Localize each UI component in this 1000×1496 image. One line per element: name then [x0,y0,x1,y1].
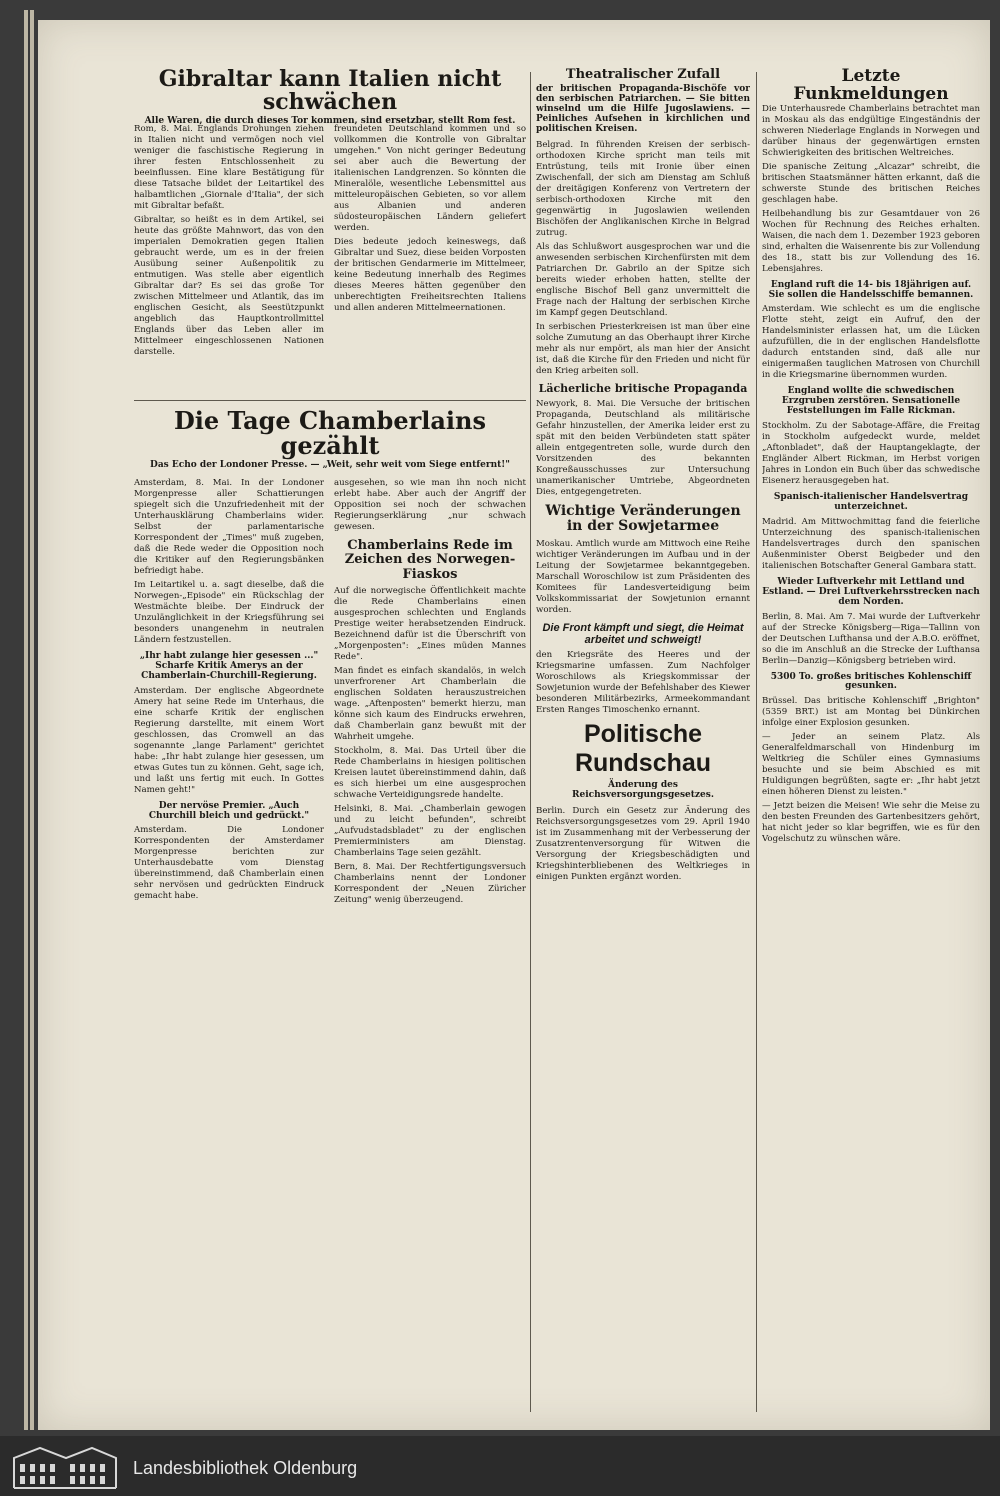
headline-luftverkehr: Wieder Luftverkehr mit Lettland und Estland. — Drei Luftverkehrsstrecken nach dem Norden. [762,576,980,607]
headline-handelsvertrag: Spanisch-italienischer Handelsvertrag unterzeichnet. [773,492,969,513]
paragraph: Helsinki, 8. Mai. „Chamberlain gewogen und zu leicht befunden", schreibt „Aufvudstadsbladet" zu der englischen Premierministers am Dienstag. Chamberlains Tage seien gezählt. [334,803,526,858]
paragraph: In serbischen Priesterkreisen ist man über eine solche Zumutung an das Oberhaupt ihrer Kirche mehr als nur empört, als man hier der Ansicht ist, daß die Kirche für den Frieden und nicht für den Krieg arbeiten soll. [536,321,750,376]
column-4 [762,68,980,1413]
paragraph: Als das Schlußwort ausgesprochen war und die anwesenden serbischen Kirchenfürsten mit dem Patriarchen Dr. Gabrilo an der Spitze sich bereits wieder erhoben hatten, stellte der englische Bischof Bell ganz unvermittelt die Frage nach der Haltung der serbischen Kirche im Kampf gegen Deutschland. [536,241,750,318]
paragraph: Amsterdam, 8. Mai. In der Londoner Morgenpresse aller Schattierungen spiegelt sich die Unzufriedenheit mit der Unterhausklärung Chamberlains wider. Selbst der parlamentarische Korrespondent der „Times" muß zugeben, daß die Rede weder die Opposition noch die Kritiker auf den Regierungsbänken befriedigt habe. [134,478,324,576]
column-rule [530,72,531,1412]
paragraph: Die spanische Zeitung „Alcazar" schreibt, die britischen Staatsmänner hätten erkannt, daß die schwerste Stunde des britischen Reiches geschlagen habe. [762,161,980,205]
paragraph: Auf die norwegische Öffentlichkeit machte die Rede Chamberlains einen ausgesprochen schlechten und Englands Prestige weiter herabsetzenden Eindruck. Bezeichnend dafür ist die Überschrift von „Morgenposten": „Eines müden Mannes Rede". [334,585,526,662]
article-chamberlain-col2 [334,478,526,1413]
paragraph: Gibraltar, so heißt es in dem Artikel, sei heute das größte Mahnwort, das von den imperialen Demokratien gegen Italien gebraucht werde, um es in der freien Ausübung seiner Außenpolitik zu entmutigen. Was stelle aber eigentlich Gibraltar dar? Es sei das große Tor zwischen Mittelmeer und Atlantik, das im englischen Gesicht, als Seestützpunkt angeblich das Hauptkontrollmittel Englands über das Leben aller im Mittelmeer eingeschlossenen Nationen darstelle. [134,215,324,357]
column-rule [756,72,757,1412]
article-gibraltar [134,68,526,132]
paragraph: Berlin. Durch ein Gesetz zur Änderung des Reichsversorgungsgesetzes vom 29. April 1940 ist im Zusammenhang mit der Verbesserung der Zusatzrentenversorgung für Witwen die Versorgung der Kriegsbeschädigten und Kriegshinterbliebenen des Weltkrieges in einigen Punkten ergänzt worden. [536,805,750,882]
paragraph: Moskau. Amtlich wurde am Mittwoch eine Reihe wichtiger Veränderungen im Aufbau und in der Leitung der Sowjetarmee bekanntgegeben. Marschall Woroschilow ist zum Präsidenten des Komitees für Landesverteidigung beim Volkskommissariat der Sowjetunion ernannt worden. [536,538,750,615]
paragraph: Bern, 8. Mai. Der Rechtfertigungsversuch Chamberlains nennt der Londoner Korrespondent der „Neuen Züricher Zeitung" wenig überzeugend. [334,861,526,905]
paragraph: Dies bedeute jedoch keineswegs, daß Gibraltar und Suez, diese beiden Vorposten der britischen Gendarmerie im Mittelmeer, keine Bedeutung innerhalb des Regimes dieses Meeres hätten gegenüber den unberechtigten Freiheitsrechten Italiens und allen anderen Mittelmeernationen. [334,237,526,313]
section-rule [134,400,526,401]
headline-gibraltar: Gibraltar kann Italien nicht schwächen [158,68,502,116]
headline-theater: Theatralischer Zufall [565,68,721,82]
paragraph: Man findet es einfach skandalös, in welch unverfrorener Art Chamberlain die englischen Soldaten herauszustreichen wage. „Aftenposten" bemerkt hierzu, man könne sich kaum des Eindrucks erwehren, daß Chamberlain ganz bewußt mit der Wahrheit umgehe. [334,665,526,742]
subheadline-rundschau: Änderung des Reichsversorgungsgesetzes. [572,779,714,800]
article-chamberlain [134,408,526,476]
paragraph: Brüssel. Das britische Kohlenschiff „Brighton" (5359 BRT.) ist am Montag bei Dünkirchen infolge einer Explosion gesunken. [762,696,980,729]
subheadline-theater: der britischen Propaganda-Bischöfe vor den serbischen Patriarchen. — Sie bitten winselnd um die Hilfe Jugoslawiens. — Peinliches Aufsehen in kirchlichen und politischen Kreisen. [536,83,750,134]
newspaper-page [38,20,990,1430]
paragraph: Madrid. Am Mittwochmittag fand die feierliche Unterzeichnung des spanisch-italienischen Handelsvertrages durch den spanischen Außenminister Oberst Beigbeder und den italienischen Botschafter General Gambara statt. [762,516,980,571]
paragraph: Heilbehandlung bis zur Gesamtdauer von 26 Wochen für Rechnung des Reiches erhalten. Waisen, die nach dem 1. Dezember 1923 geboren sind, erhalten die Waisenrente bis zur Vollendung des 18., statt bis zur Vollendung des 16. Lebensjahres. [762,208,980,274]
subheadline-chamberlain: Das Echo der Londoner Presse. — „Weit, sehr weit vom Siege entfernt!" [150,460,510,471]
headline-sowjetarmee: Wichtige Veränderungen in der Sowjetarmee [545,502,741,535]
headline-kohlenschiff: 5300 To. großes britisches Kohlenschiff gesunken. [770,671,972,692]
headline-funkmeldungen: Letzte Funkmeldungen [793,68,949,104]
paragraph: — Jeder an seinem Platz. Als Generalfeldmarschall von Hindenburg im Weltkrieg die Schüler eines Gymnasiums besuchte und sie beim Abschied es mit Huldigungen begrüßten, sagte er: „Ihr habt jetzt einen höheren Dienst zu leisten." [762,732,980,798]
headline-england-ruft: England ruft die 14- bis 18jährigen auf. Sie sollen die Handelsschiffe bemannen. [768,279,974,300]
paragraph: — Jetzt beizen die Meisen! Wie sehr die Meise zu den besten Freunden des Gartenbesitzers gehört, hat nicht jeder so klar begriffen, wie es für den Vogelschutz zu wünschen wäre. [762,801,980,845]
paragraph: ausgesehen, so wie man ihn noch nicht erlebt habe. Aber auch der Angriff der Opposition sei noch der schwachen Regierungserklärung „nur schwach gewesen. [334,478,526,532]
headline-norwegen: Chamberlains Rede im Zeichen des Norwegen-Fiaskos [344,538,516,582]
paragraph: Im Leitartikel u. a. sagt dieselbe, daß die Norwegen-„Episode" ein Rückschlag der Westmächte bleibe. Der Eindruck der Unzulänglichkeit in der Kriegsführung sei besonders unangenehm in neutralen Ländern festzustellen. [134,580,324,645]
headline-politische-rundschau: Politische Rundschau [574,719,712,777]
paragraph: Berlin, 8. Mai. Am 7. Mai wurde der Luftverkehr auf der Strecke Königsberg—Riga—Tallinn von der Deutschen Lufthansa und der A.B.O. eröffnet, so die im Anschluß an die Strecke der Lufthansa Berlin—Danzig—Königsberg betrieben wird. [762,611,980,666]
headline-front: Die Front kämpft und siegt, die Heimat arbeitet und schweigt! [542,621,744,646]
article-chamberlain-col1 [134,478,324,1413]
subheadline-gibraltar: Alle Waren, die durch dieses Tor kommen, sind ersetzbar, stellt Rom fest. [144,116,516,127]
page-edge-stack [30,10,34,1430]
page-edge-stack [24,10,28,1430]
library-building-icon [10,1444,120,1490]
headline-chamberlain: Die Tage Chamberlains gezählt [173,408,486,461]
paragraph: Rom, 8. Mai. Englands Drohungen ziehen in Italien nicht und vermögen noch viel weniger die faschistische Regierung in ihrer festen Entschlossenheit zu beeinflussen. Eine klare Bestätigung für diese Tatsache bildet der Leitartikel des halbamtlichen „Giornale d'Italia", der sich mit Gibraltar befaßt. [134,124,324,211]
headline-erzgruben: England wollte die schwedischen Erzgruben zerstören. Sensationelle Feststellungen im Falle Rickman. [781,386,961,417]
library-name: Landesbibliothek Oldenburg [133,1458,358,1478]
paragraph: Stockholm, 8. Mai. Das Urteil über die Rede Chamberlains in hiesigen politischen Kreisen lautet übereinstimmend dahin, daß es sich hierbei um eine ausgesprochen schwache Verteidigungsrede handelte. [334,745,526,800]
headline-propaganda: Lächerliche britische Propaganda [538,381,748,395]
subheadline-premier: Der nervöse Premier. „Auch Churchill bleich und gedrückt." [148,800,310,821]
column-3 [536,68,750,1413]
article-gibraltar-col2 [334,124,526,396]
paragraph: den Kriegsräte des Heeres und der Kriegsmarine umfassen. Zum Nachfolger Woroschilows als Kriegskommissar der Sowjetunion wurde der Befehlshaber des Kiewer besonderen Militärbezirks, Armeekommandant Ersten Ranges Timoschenko ernannt. [536,649,750,715]
paragraph: Amsterdam. Die Londoner Korrespondenten der Amsterdamer Morgenpresse berichten zur Unterhausdebatte vom Dienstag übereinstimmend, daß Chamberlain einen sehr nervösen und gedrückten Eindruck gemacht habe. [134,825,324,902]
paragraph: Newyork, 8. Mai. Die Versuche der britischen Propaganda, Deutschland als militärische Gefahr hinzustellen, der Amerika leider erst zu spät mit den beiden Verbündeten statt später allein entgegentreten solle, wurde durch den Vorsitzenden des bekannten Kongreßausschusses zur Untersuchung unamerikanischer Umtriebe, Abgeordneten Dies, entgegengetreten. [536,398,750,497]
paragraph: Die Unterhausrede Chamberlains betrachtet man in Moskau als das endgültige Eingeständnis der schweren Niederlage Englands in Norwegen und darüber hinaus der gegenwärtigen ernsten Schwierigkeiten des britischen Weltreiches. [762,103,980,158]
paragraph: Amsterdam. Wie schlecht es um die englische Flotte steht, zeigt ein Aufruf, den der Handelsminister erlassen hat, um die Lücken aufzufüllen, die in der englischen Handelsflotte dadurch entstanden sind, daß alle nur einigermaßen tauglichen Matrosen von Churchill in die Kriegsmarine übernommen wurden. [762,304,980,381]
paragraph: Stockholm. Zu der Sabotage-Affäre, die Freitag in Stockholm aufgedeckt wurde, meldet „Aftonbladet", daß der Hauptangeklagte, der Engländer Albert Rickman, im Herbst vorigen Jahres in London ein Buch über das schwedische Eisenerz herausgegeben hat. [762,421,980,487]
paragraph: Amsterdam. Der englische Abgeordnete Amery hat seine Rede im Unterhaus, die eine scharfe Kritik der englischen Regierung darstellte, mit einem Wort geschlossen, das Cromwell an das sogenannte „lange Parlament" gerichtet habe: „Ihr habt zulange hier gesessen, um etwas Gutes tun zu können. Geht, sage ich, und laßt uns fertig mit euch. In Gottes Namen geht!" [134,685,324,795]
subheadline-amery: „Ihr habt zulange hier gesessen ..." Scharfe Kritik Amerys an der Chamberlain-Churchill-Regierung. [139,651,319,681]
paragraph: freundeten Deutschland kommen und so vollkommen die Kontrolle von Gibraltar umgehen." Von nicht geringer Bedeutung sei aber auch die Bewertung der italienischen Landgrenzen. So könnten die Mineralöle, wesentliche Lebensmittel aus mitteleuropäischen Gebieten, so vor allem aus Albanien und anderen südosteuropäischen Ländern geliefert werden. [334,124,526,233]
paragraph: Belgrad. In führenden Kreisen der serbisch-orthodoxen Kirche spricht man teils mit Entrüstung, teils mit Ironie über einen Zwischenfall, der sich am Dienstag am Schluß der dreitägigen Konferenz von Vertretern der serbisch-orthodoxen Kirche mit den gegenwärtig in Jugoslawien weilenden Bischöfen der Anglikanischen Kirche in Belgrad zutrug. [536,139,750,238]
article-gibraltar-col1 [134,124,324,396]
